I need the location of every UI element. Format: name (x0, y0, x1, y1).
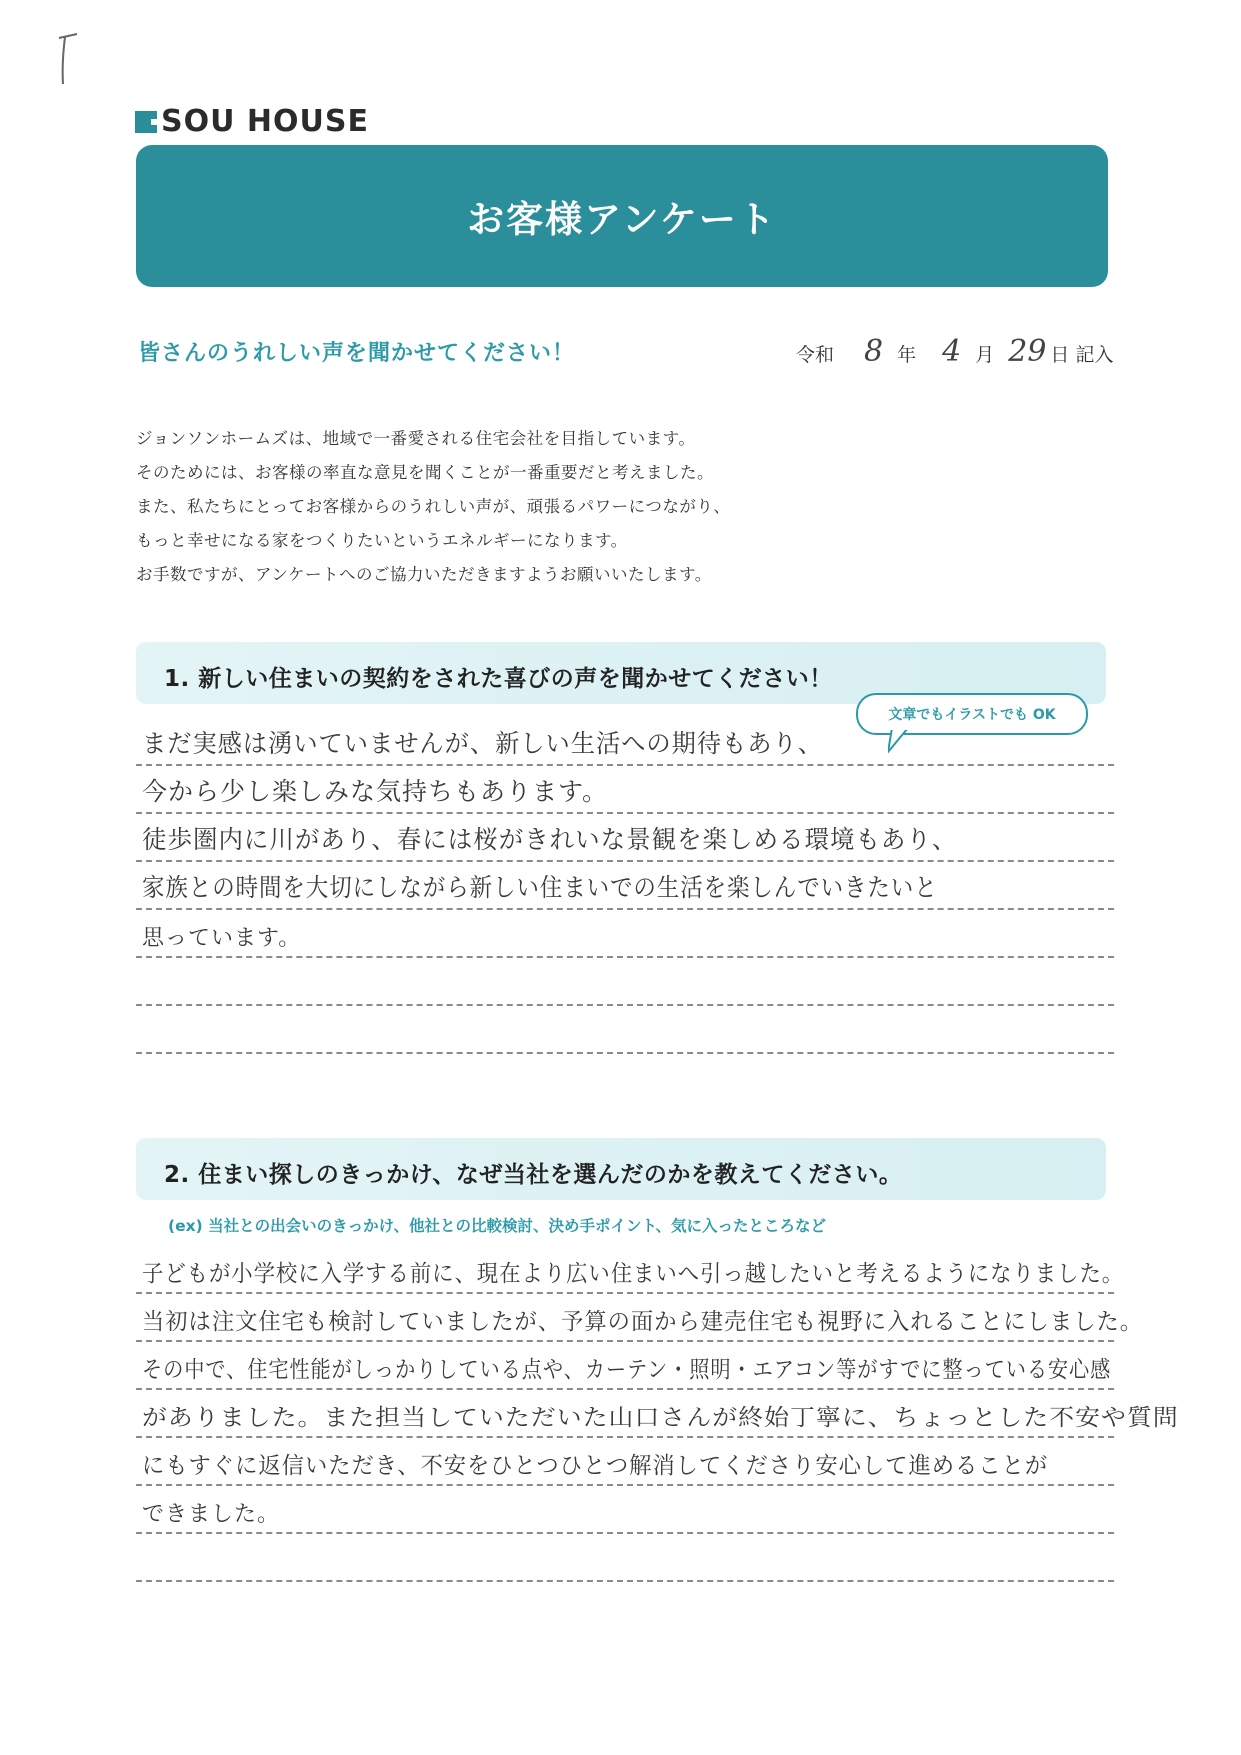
answer-line (136, 718, 1114, 766)
intro-line: また、私たちにとってお客様からのうれしい声が、頑張るパワーにつながり、 (136, 497, 731, 516)
title-banner (136, 145, 1108, 287)
date-day-value: 29 (1008, 334, 1047, 369)
question-2-answer-area (136, 1246, 1179, 1582)
answer-line (136, 862, 1114, 910)
answer-line (136, 1534, 1114, 1582)
date-year-label: 年 (897, 344, 917, 366)
answer-line (136, 1342, 1114, 1390)
handwritten-answer: 徒歩圏内に川があり、春には桜がきれいな景観を楽しめる環境もあり、 (142, 825, 958, 854)
handwritten-answer: 今から少し楽しみな気持ちもあります。 (142, 777, 609, 806)
logo-mark-icon (135, 111, 157, 133)
intro-paragraph (136, 422, 1116, 592)
handwritten-answer: 当初は注文住宅も検討していましたが、予算の面から建売住宅も視野に入れることにしました。 (142, 1309, 1144, 1335)
question-1-answer-area (136, 718, 1114, 1054)
answer-line (136, 766, 1114, 814)
handwritten-answer: がありました。また担当していただいた山口さんが終始丁寧に、ちょっとした不安や質問 (142, 1405, 1179, 1431)
entry-date (796, 334, 1113, 369)
lead-text: 皆さんのうれしい声を聞かせてください！ (138, 341, 576, 366)
answer-line (136, 958, 1114, 1006)
answer-line (136, 1006, 1114, 1054)
intro-line: そのためには、お客様の率直な意見を聞くことが一番重要だと考えました。 (136, 463, 714, 482)
answer-line (136, 1438, 1114, 1486)
logo (135, 104, 369, 139)
date-day-label: 日 記入 (1050, 344, 1114, 366)
question-2-example: (ex) 当社との出会いのきっかけ、他社との比較検討、決め手ポイント、気に入ったところなど (168, 1217, 827, 1235)
page-title: お客様アンケート (467, 198, 777, 241)
handwritten-answer: 子どもが小学校に入学する前に、現在より広い住まいへ引っ越したいと考えるようになりました。 (142, 1261, 1125, 1287)
answer-line (136, 1246, 1125, 1294)
answer-line (136, 1390, 1179, 1438)
question-2-title: 2. 住まい探しのきっかけ、なぜ当社を選んだのかを教えてください。 (164, 1162, 903, 1188)
question-1-title: 1. 新しい住まいの契約をされた喜びの声を聞かせてください！ (164, 666, 833, 692)
scan-corner-mark (55, 28, 83, 90)
logo-text: SOU HOUSE (161, 104, 369, 139)
handwritten-answer: 思っています。 (142, 926, 302, 951)
date-year-value: 8 (864, 334, 884, 369)
answer-line (136, 1486, 1114, 1534)
handwritten-answer: まだ実感は湧いていませんが、新しい生活への期待もあり、 (142, 729, 823, 758)
answer-line (136, 1294, 1144, 1342)
date-month-value: 4 (942, 334, 962, 369)
intro-line: お手数ですが、アンケートへのご協力いただきますようお願いいたします。 (136, 565, 712, 584)
handwritten-answer: できました。 (142, 1502, 281, 1527)
speech-bubble-text: 文章でもイラストでも OK (888, 707, 1056, 723)
answer-line (136, 910, 1114, 958)
intro-line: もっと幸せになる家をつくりたいというエネルギーになります。 (136, 531, 628, 550)
date-era-label: 令和 (796, 344, 835, 366)
handwritten-answer: その中で、住宅性能がしっかりしている点や、カーテン・照明・エアコン等がすでに整っている安心感 (142, 1357, 1112, 1383)
date-month-label: 月 (975, 344, 995, 366)
answer-line (136, 814, 1114, 862)
handwritten-answer: にもすぐに返信いただき、不安をひとつひとつ解消してくださり安心して進めることが (142, 1453, 1049, 1479)
handwritten-answer: 家族との時間を大切にしながら新しい住まいでの生活を楽しんでいきたいと (142, 873, 938, 902)
intro-line: ジョンソンホームズは、地域で一番愛される住宅会社を目指しています。 (136, 429, 696, 448)
